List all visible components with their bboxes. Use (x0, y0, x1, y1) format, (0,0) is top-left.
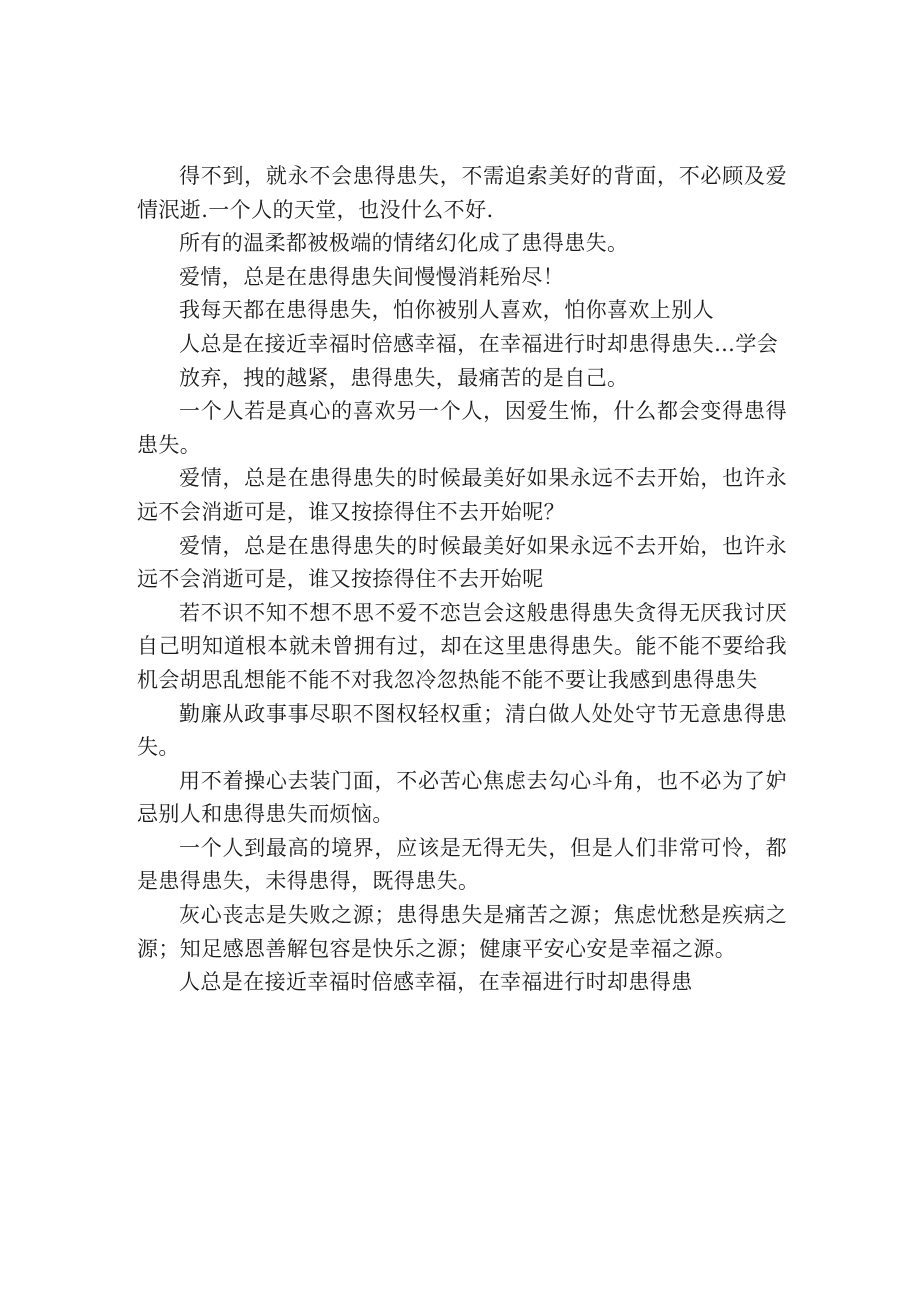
paragraph-5-line-1: 人总是在接近幸福时倍感幸福，在幸福进行时却患得患失…学会 (179, 331, 779, 356)
paragraph-2: 所有的温柔都被极端的情绪幻化成了患得患失。 (179, 231, 629, 256)
paragraph-1: 得不到，就永不会患得患失，不需追索美好的背面，不必顾及爱情泯逝.一个人的天堂，也没什么不好. (137, 164, 787, 222)
paragraph-10: 勤廉从政事事尽职不图权轻权重；清白做人处处守节无意患得患失。 (137, 701, 787, 760)
document-body (137, 160, 787, 1000)
paragraph-4: 我每天都在患得患失，怕你被别人喜欢，怕你喜欢上别人 (179, 298, 714, 323)
paragraph-11: 用不着操心去装门面，不必苦心焦虑去勾心斗角，也不必为了妒忌别人和患得患失而烦恼。 (137, 768, 787, 827)
paragraph-13: 灰心丧志是失败之源；患得患失是痛苦之源；焦虑忧愁是疾病之源；知足感恩善解包容是快乐之源；健康平安心安是幸福之源。 (137, 903, 787, 961)
paragraph-7: 爱情，总是在患得患失的时候最美好如果永远不去开始，也许永远不会消逝可是，谁又按捺得住不去开始呢？ (137, 466, 787, 524)
paragraph-3: 爱情，总是在患得患失间慢慢消耗殆尽！ (179, 264, 565, 289)
paragraph-5-line-2: 放弃，拽的越紧，患得患失，最痛苦的是自己。 (179, 365, 629, 390)
paragraph-6: 一个人若是真心的喜欢另一个人，因爱生怖，什么都会变得患得患失。 (137, 399, 787, 457)
paragraph-12: 一个人到最高的境界，应该是无得无失，但是人们非常可怜，都是患得患失，未得患得，既得患失。 (137, 835, 787, 894)
paragraph-14: 人总是在接近幸福时倍感幸福，在幸福进行时却患得患 (179, 970, 693, 995)
paragraph-9: 若不识不知不想不思不爱不恋岂会这般患得患失贪得无厌我讨厌自己明知道根本就未曾拥有过，却在这里患得患失。能不能不要给我机会胡思乱想能不能不对我忽冷忽热能不能不要让我感到患得患失 (137, 600, 787, 692)
paragraph-8: 爱情，总是在患得患失的时候最美好如果永远不去开始，也许永远不会消逝可是，谁又按捺得住不去开始呢 (137, 533, 787, 592)
